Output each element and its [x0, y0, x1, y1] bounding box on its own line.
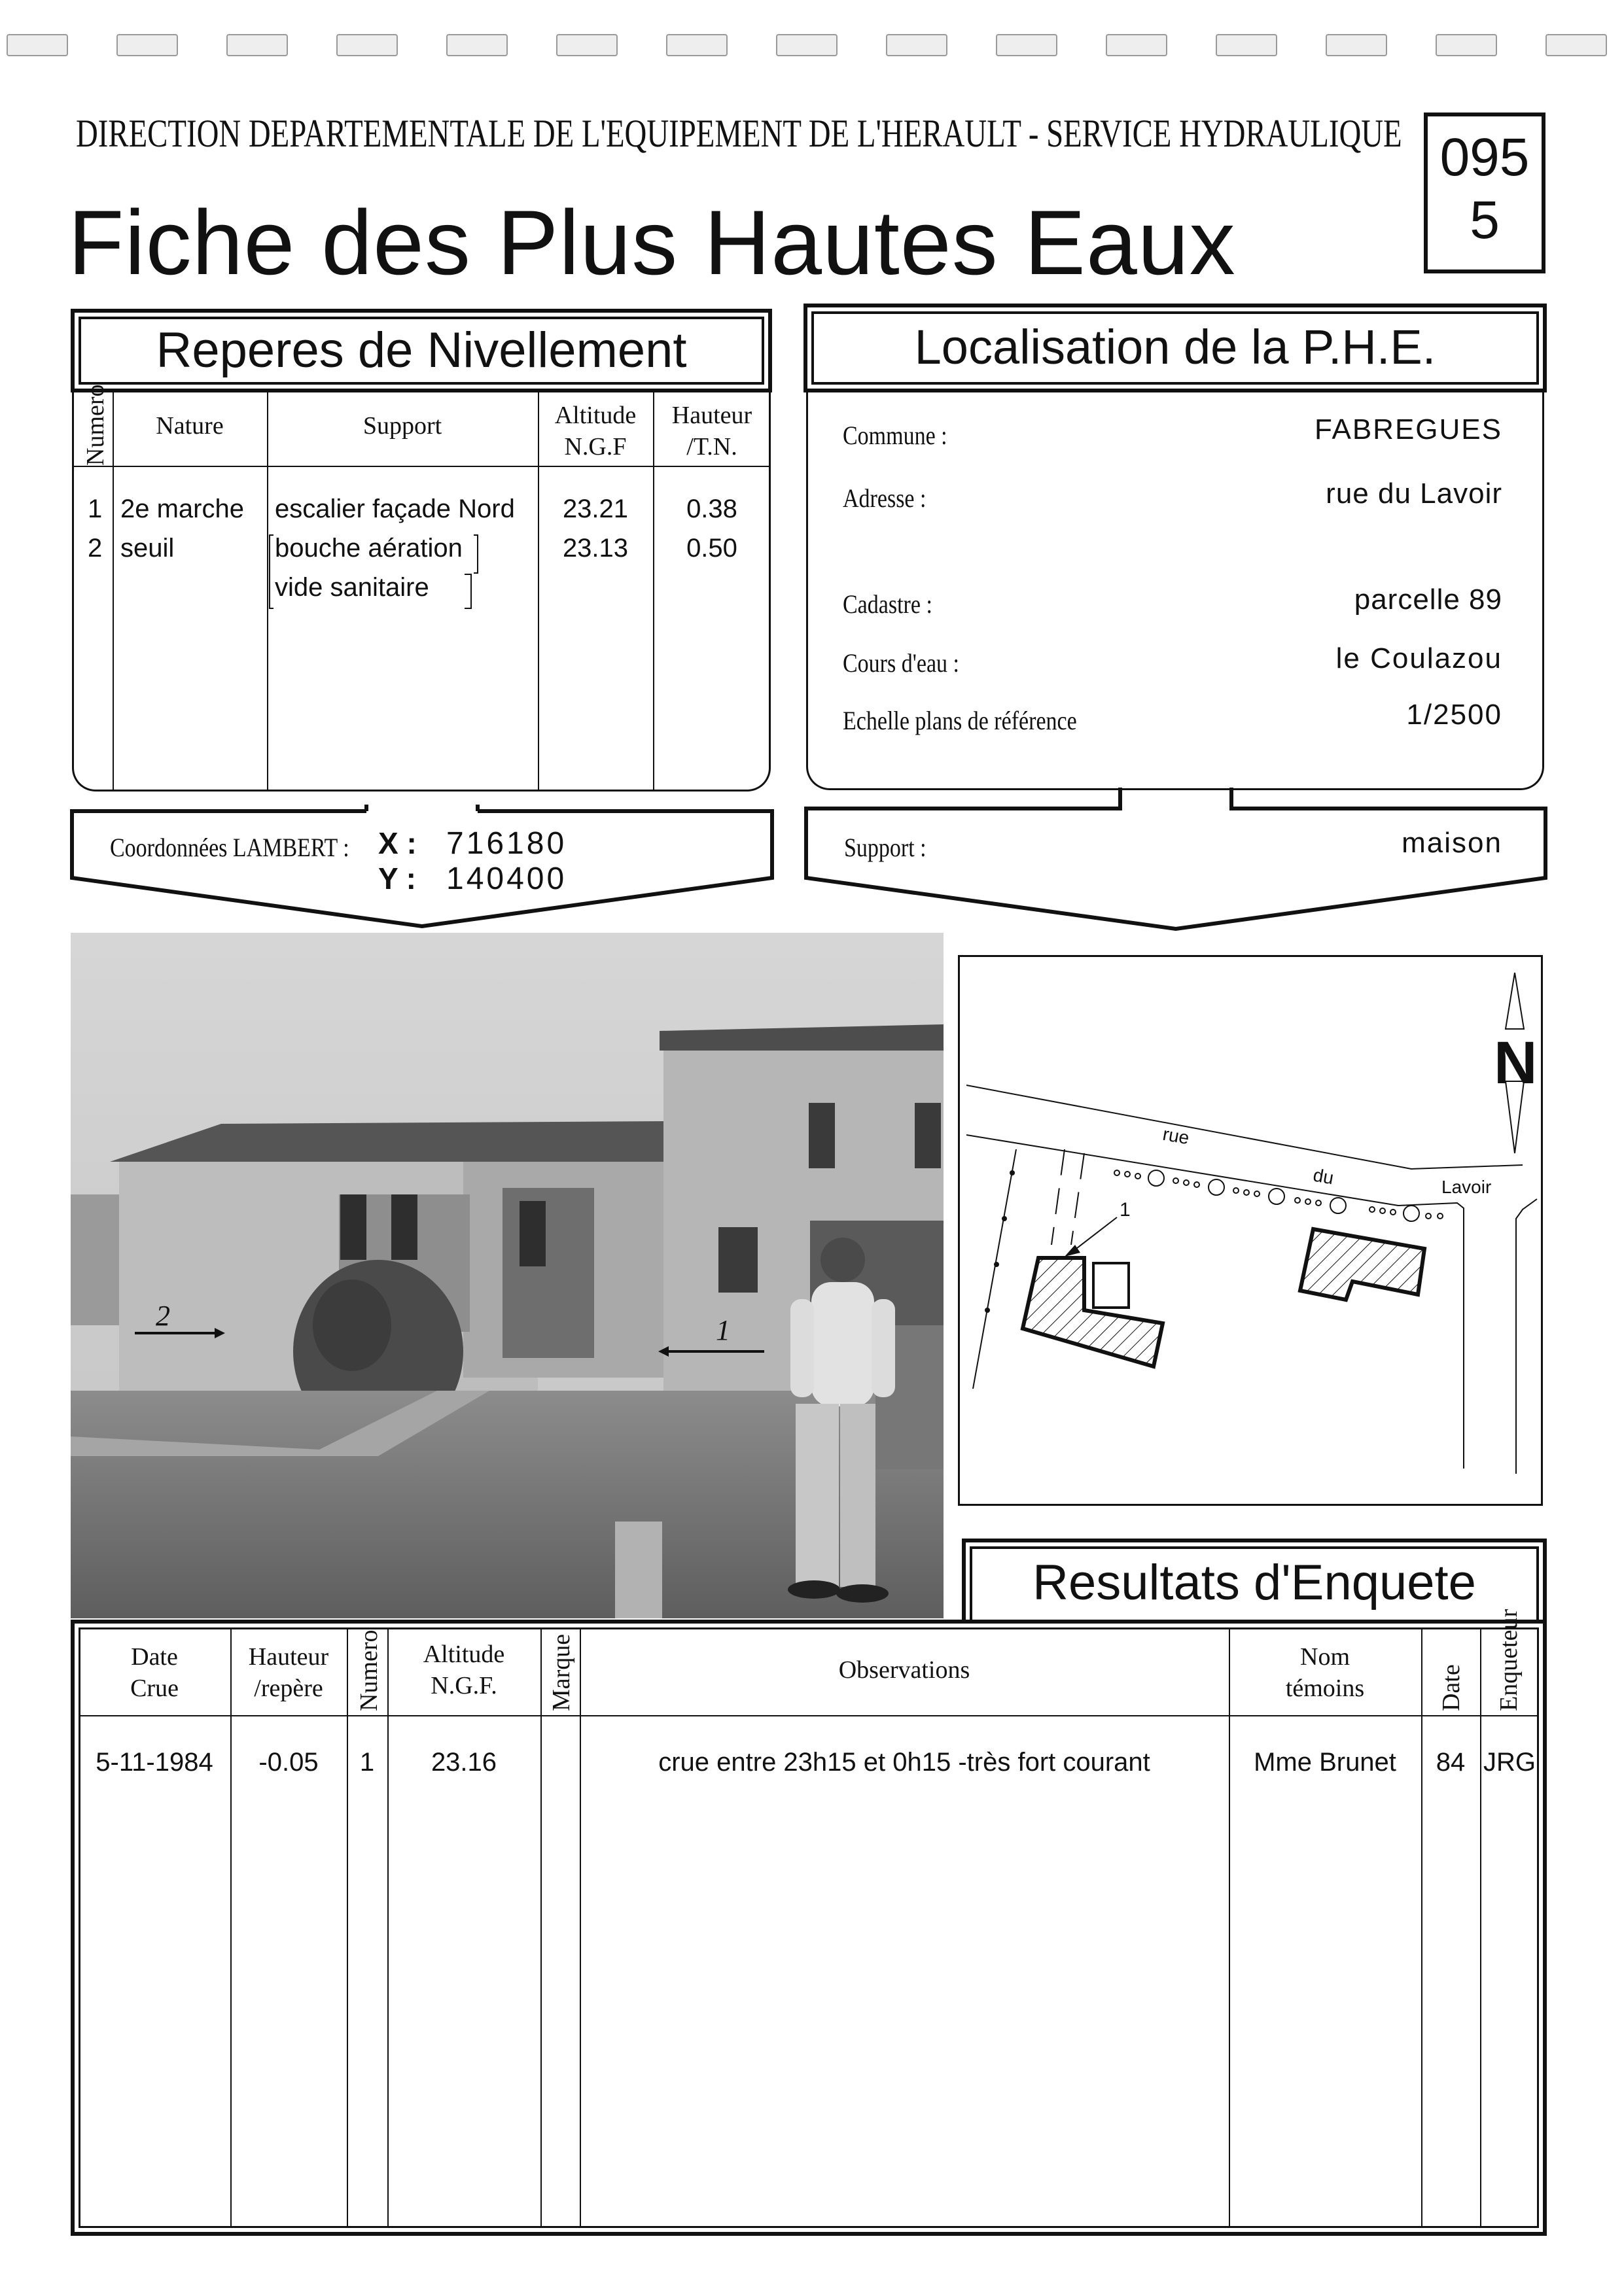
street-label-du: du: [1311, 1164, 1335, 1189]
resultats-col-hauteur: Hauteur /repère: [248, 1643, 329, 1702]
fiche-number-box: [1424, 113, 1545, 273]
commune-value: FABREGUES: [1315, 413, 1502, 445]
north-label: N: [1494, 1030, 1538, 1096]
lambert-label: Coordonnées LAMBERT :: [110, 833, 349, 862]
support-brackets: [268, 531, 484, 612]
support-value: maison: [1402, 827, 1502, 859]
x-value: 716180: [446, 826, 567, 861]
cadastre-label: Cadastre :: [843, 589, 932, 619]
reperes-col-nature: Nature: [156, 412, 224, 440]
commune-label: Commune :: [843, 421, 947, 450]
fiche-sub: 5: [1470, 190, 1500, 250]
x-label: X :: [378, 826, 417, 860]
resultats-col-date-crue: Date Crue: [130, 1643, 179, 1702]
page-title: Fiche des Plus Hautes Eaux: [68, 191, 1236, 294]
y-label: Y :: [378, 861, 416, 896]
organisation-header: DIRECTION DEPARTEMENTALE DE L'EQUIPEMENT DE L'HERAULT - SERVICE HYDRAULIQUE: [76, 112, 1402, 155]
resultats-col-enqueteur: Enqueteur: [1495, 1609, 1523, 1711]
cours-label: Cours d'eau :: [843, 648, 959, 678]
photo-mark-1: 1: [716, 1314, 730, 1346]
reperes-col-support: Support: [362, 412, 442, 440]
cours-value: le Coulazou: [1335, 642, 1502, 674]
photo-mark-2: 2: [156, 1300, 170, 1332]
localisation-title: Localisation de la P.H.E.: [914, 320, 1436, 374]
resultats-col-date: Date: [1438, 1664, 1465, 1711]
y-value: 140400: [446, 861, 567, 896]
reperes-col-altitude: Altitude N.G.F: [554, 402, 637, 461]
street-label-lavoir: Lavoir: [1441, 1177, 1492, 1197]
house-photo: [71, 933, 944, 1618]
resultats-col-nom: Nom témoins: [1285, 1643, 1365, 1702]
cadastre-value: parcelle 89: [1354, 583, 1502, 616]
reperes-title: Reperes de Nivellement: [156, 322, 687, 378]
resultats-col-numero: Numero: [355, 1629, 383, 1711]
echelle-label: Echelle plans de référence: [843, 706, 1077, 735]
resultats-title: Resultats d'Enquete: [1033, 1555, 1476, 1610]
fiche-number: 095: [1439, 128, 1530, 187]
location-plan: [958, 955, 1543, 1506]
adresse-value: rue du Lavoir: [1326, 478, 1502, 510]
echelle-value: 1/2500: [1406, 699, 1502, 731]
resultats-col-altitude: Altitude N.G.F.: [423, 1641, 505, 1699]
support-label: Support :: [844, 833, 927, 862]
lambert-pentagon: [65, 802, 779, 933]
plan-marker: 1: [1120, 1199, 1131, 1221]
reperes-col-hauteur: Hauteur /T.N.: [671, 402, 752, 461]
adresse-label: Adresse :: [843, 483, 927, 513]
resultats-col-observations: Observations: [838, 1656, 970, 1684]
street-label-rue: rue: [1161, 1123, 1191, 1149]
reperes-col-numero: Numero: [82, 384, 109, 466]
resultats-col-marque: Marque: [548, 1633, 575, 1711]
